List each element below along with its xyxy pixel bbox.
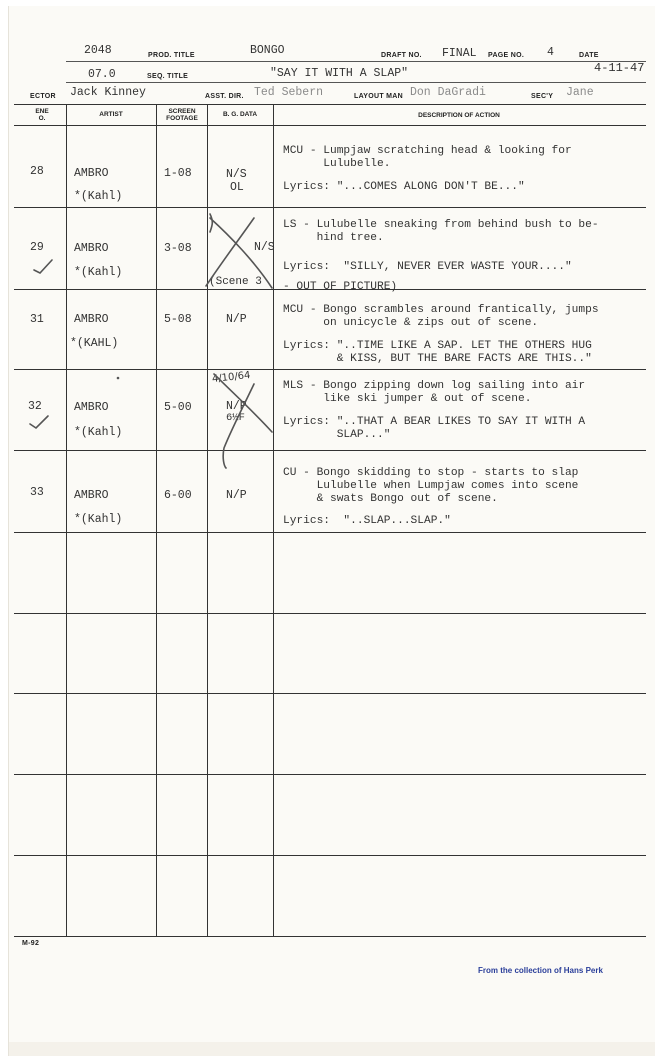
production-number: 2048 xyxy=(84,44,112,57)
lyrics: Lyrics: "SILLY, NEVER EVER WASTE YOUR...." - OUT OF PICTURE) xyxy=(283,261,572,293)
stray-dot xyxy=(117,377,120,380)
assistant-name: *(Kahl) xyxy=(74,426,123,439)
strike-through-mark xyxy=(210,218,272,288)
col-head-scene: ENE O. xyxy=(35,108,49,122)
secretary-name: Jane xyxy=(566,86,594,99)
form-number: M-92 xyxy=(22,940,40,947)
artist-name: AMBRO xyxy=(74,489,109,502)
layout-man-name: Don DaGradi xyxy=(410,86,486,99)
lyrics: Lyrics: "..TIME LIKE A SAP. LET THE OTHERS HUG & KISS, BUT THE BARE FACTS ARE THIS.." xyxy=(283,340,592,365)
assistant-name: *(KAHL) xyxy=(70,337,119,350)
strike-through-mark xyxy=(223,384,254,468)
action-description: CU - Bongo skidding to stop - starts to slap Lulubelle when Lumpjaw comes into scene & swats Bongo out of scene. xyxy=(283,467,579,505)
production-title: BONGO xyxy=(250,44,285,57)
date-label: DATE xyxy=(579,52,599,59)
seq-title-label: SEQ. TITLE xyxy=(147,73,189,80)
bg-data: N/S xyxy=(226,168,247,181)
bg-data: N/S xyxy=(254,241,275,254)
action-description: MCU - Lumpjaw scratching head & looking for Lulubelle. xyxy=(283,145,572,170)
page-number: 4 xyxy=(547,46,554,59)
scene-number: 32 xyxy=(28,400,42,413)
sequence-title: "SAY IT WITH A SLAP" xyxy=(270,67,409,80)
col-head-artist: ARTIST xyxy=(99,111,123,118)
scene-number: 33 xyxy=(30,486,44,499)
scene-number: 31 xyxy=(30,313,44,326)
draft-number-label: DRAFT NO. xyxy=(381,52,422,59)
artist-name: AMBRO xyxy=(74,242,109,255)
strike-through-mark xyxy=(206,218,254,286)
director-label: ECTOR xyxy=(30,93,56,100)
handwritten-date-note: 4/10/64 xyxy=(211,370,252,385)
asst-director-name: Ted Sebern xyxy=(254,86,324,99)
secretary-label: SEC'Y xyxy=(531,93,554,100)
collection-credit: From the collection of Hans Perk xyxy=(478,966,603,975)
col-head-bg-data: B. G. DATA xyxy=(222,111,258,118)
lyrics: Lyrics: "..THAT A BEAR LIKES TO SAY IT WITH A SLAP..." xyxy=(283,416,586,441)
col-head-footage: SCREEN FOOTAGE xyxy=(166,108,198,122)
check-mark xyxy=(30,416,48,428)
sequence-number: 07.0 xyxy=(88,68,116,81)
layout-man-label: LAYOUT MAN xyxy=(354,93,404,100)
strike-through-mark xyxy=(214,374,272,432)
page-number-label: PAGE NO. xyxy=(488,52,525,59)
bg-data: OL xyxy=(230,181,244,194)
assistant-name: *(Kahl) xyxy=(74,190,123,203)
assistant-name: *(Kahl) xyxy=(74,513,123,526)
prod-title-label: PROD. TITLE xyxy=(148,52,195,59)
screen-footage: 1-08 xyxy=(164,167,192,180)
strike-through-mark xyxy=(210,214,212,232)
bg-data: N/P xyxy=(226,400,247,413)
bg-data: 6½F xyxy=(226,412,245,424)
screen-footage: 6-00 xyxy=(164,489,192,502)
bg-data: N/P xyxy=(226,489,247,502)
bg-scene-note: (Scene 3 xyxy=(209,276,262,288)
action-description: MLS - Bongo zipping down log sailing into air like ski jumper & out of scene. xyxy=(283,380,586,405)
screen-footage: 3-08 xyxy=(164,242,192,255)
lyrics: Lyrics: "...COMES ALONG DON'T BE..." xyxy=(283,181,525,193)
director-name: Jack Kinney xyxy=(70,86,146,99)
action-description: MCU - Bongo scrambles around frantically, jumps on unicycle & zips out of scene. xyxy=(283,304,599,329)
draft-number: FINAL xyxy=(442,47,477,60)
assistant-name: *(Kahl) xyxy=(74,266,123,279)
artist-name: AMBRO xyxy=(74,167,109,180)
bg-data: N/P xyxy=(226,313,247,326)
scene-number: 28 xyxy=(30,165,44,178)
asst-director-label: ASST. DIR. xyxy=(205,93,244,100)
action-description: LS - Lulubelle sneaking from behind bush to be- hind tree. xyxy=(283,219,599,244)
screen-footage: 5-08 xyxy=(164,313,192,326)
scene-number: 29 xyxy=(30,241,44,254)
screen-footage: 5-00 xyxy=(164,401,192,414)
artist-name: AMBRO xyxy=(74,401,109,414)
col-head-description: DESCRIPTION OF ACTION xyxy=(418,112,500,119)
date-value: 4-11-47 xyxy=(594,61,645,75)
artist-name: AMBRO xyxy=(74,313,109,326)
lyrics: Lyrics: "..SLAP...SLAP." xyxy=(283,515,451,527)
check-mark xyxy=(34,260,52,273)
